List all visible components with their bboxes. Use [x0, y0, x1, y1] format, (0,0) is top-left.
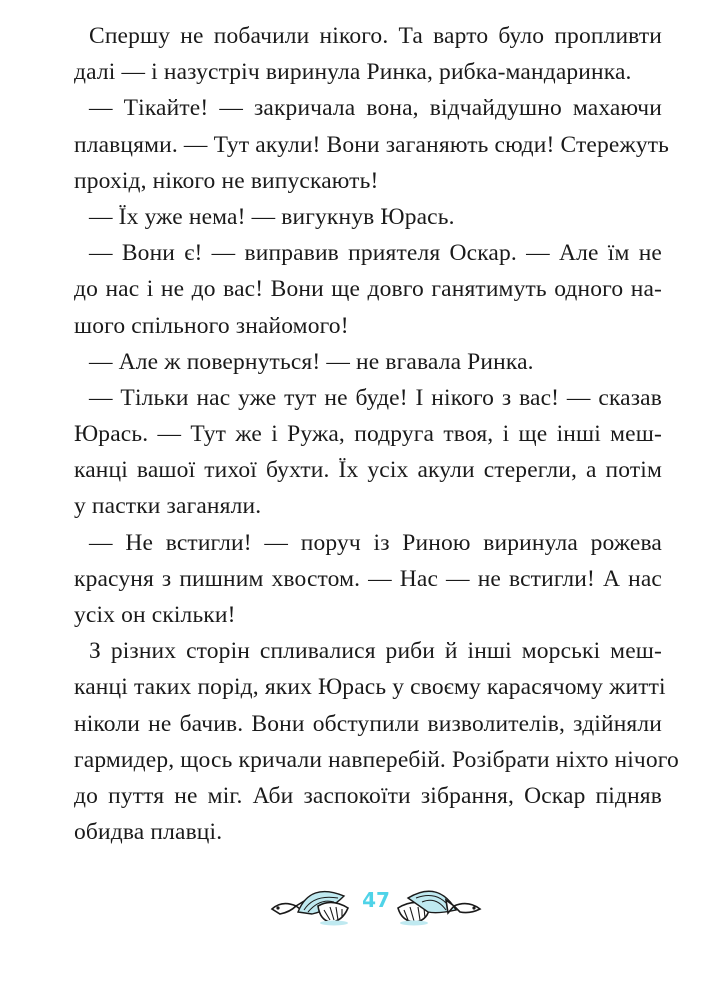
page-number: 47: [362, 888, 390, 912]
text-line: З різних сторін спливалися риби й інші морські меш-: [89, 638, 662, 665]
text-line: у пастки заганяли.: [74, 493, 262, 520]
text-line: Юрась. — Тут же і Ружа, подруга твоя, і ще інші меш-: [74, 421, 662, 448]
text-line: обидва плавці.: [74, 819, 223, 846]
book-page-text: [74, 18, 679, 850]
text-line: — Тікайте! — закричала вона, відчайдушно махаючи: [89, 95, 662, 122]
text-line: Спершу не побачили нікого. Та варто було пропливти: [89, 23, 662, 49]
paragraph: [74, 380, 662, 525]
text-line: до пуття не міг. Аби заспокоїти зібрання, Оскар підняв: [74, 782, 662, 809]
page-footer: [0, 872, 728, 942]
fish-and-shell-ornament-icon: [394, 876, 486, 928]
text-line: далі — і назустріч виринула Ринка, рибка-мандаринка.: [74, 59, 632, 86]
text-line: — Вони є! — виправив приятеля Оскар. — Але їм не: [89, 240, 662, 267]
text-line: ніколи не бачив. Вони обступили визволителів, здійняли: [74, 710, 662, 737]
text-line: гармидер, щось кричали навперебій. Розібрати ніхто нічого: [74, 746, 679, 773]
text-line: до нас і не до вас! Вони ще довго ганятимуть одного на-: [74, 276, 662, 303]
paragraph: [74, 199, 662, 235]
paragraph: [74, 90, 670, 199]
paragraph: [74, 344, 662, 380]
text-line: плавцями. — Тут акули! Вони заганяють сюди! Стережуть: [74, 131, 670, 158]
paragraph: [74, 525, 662, 634]
text-line: — Не встигли! — поруч із Риною виринула рожева: [89, 529, 662, 556]
text-line: красуня з пишним хвостом. — Нас — не встигли! А нас: [74, 565, 662, 592]
fish-and-shell-ornament-icon: [268, 876, 358, 928]
text-line: — Але ж повернуться! — не вгавала Ринка.: [89, 348, 534, 375]
text-line: усіх он скільки!: [74, 602, 236, 628]
text-line: прохід, нікого не випускають!: [74, 167, 379, 194]
text-line: канці вашої тихої бухти. Їх усіх акули стерегли, а потім: [74, 457, 662, 484]
paragraph: [74, 235, 662, 344]
text-line: — Тільки нас уже тут не буде! І нікого з вас! — сказав: [89, 384, 662, 411]
text-line: — Їх уже нема! — вигукнув Юрась.: [89, 203, 455, 230]
paragraph: [74, 18, 662, 90]
text-line: канці таких порід, яких Юрась у своєму карасячому житті: [74, 674, 666, 701]
text-line: шого спільного знайомого!: [74, 312, 349, 339]
paragraph: [74, 633, 679, 850]
